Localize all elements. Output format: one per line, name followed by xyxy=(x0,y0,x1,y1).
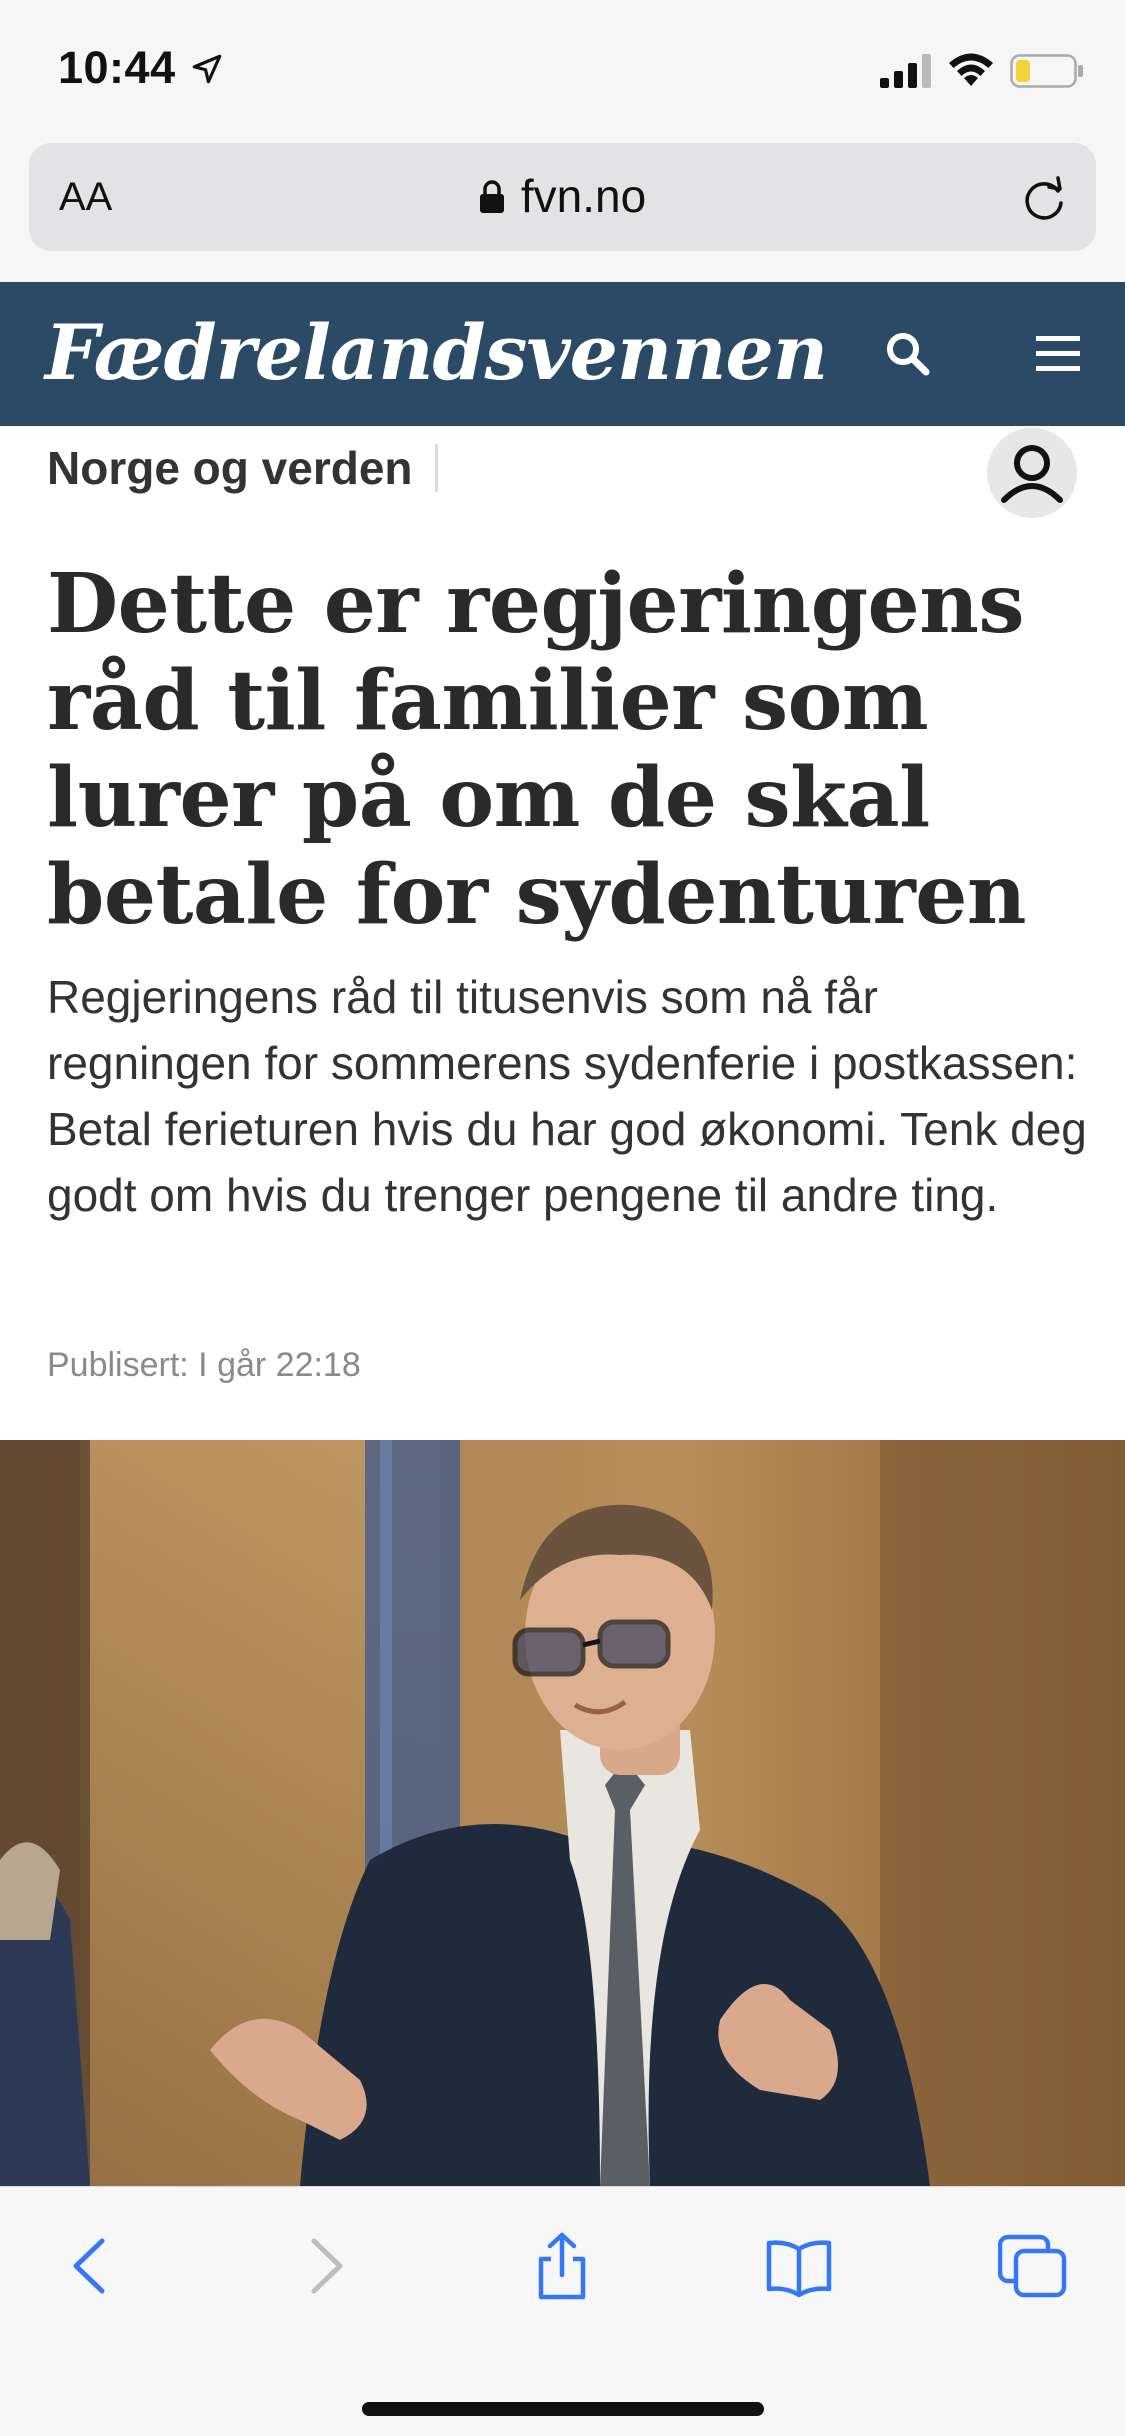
section-label[interactable]: Norge og verden xyxy=(47,442,413,494)
cellular-signal-icon xyxy=(880,54,932,88)
search-icon[interactable] xyxy=(884,330,932,378)
url-text: fvn.no xyxy=(520,170,647,222)
article-headline: Dette er regjeringens råd til familier som lurer på om de skal betale for sydenturen xyxy=(47,556,1027,943)
back-icon[interactable] xyxy=(56,2231,126,2301)
status-time: 10:44 xyxy=(58,42,176,93)
address-bar[interactable] xyxy=(29,143,1096,251)
article xyxy=(0,426,1125,1440)
home-indicator[interactable] xyxy=(362,2402,764,2416)
text-size-button[interactable]: AA xyxy=(59,175,113,219)
browser-toolbar xyxy=(0,2186,1125,2436)
status-bar xyxy=(0,0,1125,140)
user-icon[interactable] xyxy=(987,428,1077,518)
share-icon[interactable] xyxy=(527,2231,597,2301)
section-divider xyxy=(435,444,438,492)
location-arrow-icon xyxy=(190,52,224,86)
site-header xyxy=(0,282,1125,426)
menu-icon[interactable] xyxy=(1036,334,1080,374)
published-timestamp: Publisert: I går 22:18 xyxy=(47,1346,361,1384)
lock-icon xyxy=(479,180,505,214)
article-photo[interactable] xyxy=(0,1440,1125,2186)
tabs-icon[interactable] xyxy=(998,2231,1068,2301)
reload-icon[interactable] xyxy=(1018,173,1070,225)
forward-icon[interactable] xyxy=(290,2231,360,2301)
section-row xyxy=(47,438,438,498)
battery-icon xyxy=(1010,54,1084,88)
article-photo-illustration xyxy=(0,1440,1125,2186)
wifi-icon xyxy=(946,50,996,88)
url-field[interactable] xyxy=(29,169,1096,223)
bookmarks-icon[interactable] xyxy=(764,2231,834,2301)
article-lead: Regjeringens råd til titusenvis som nå får regningen for sommerens sydenferie i postkassen: Betal ferieturen hvis du har god økonomi. Tenk deg godt om hvis du trenger pengene til andre ting. xyxy=(47,971,1087,1221)
site-logo[interactable]: Fædrelandsvennen xyxy=(45,308,828,397)
